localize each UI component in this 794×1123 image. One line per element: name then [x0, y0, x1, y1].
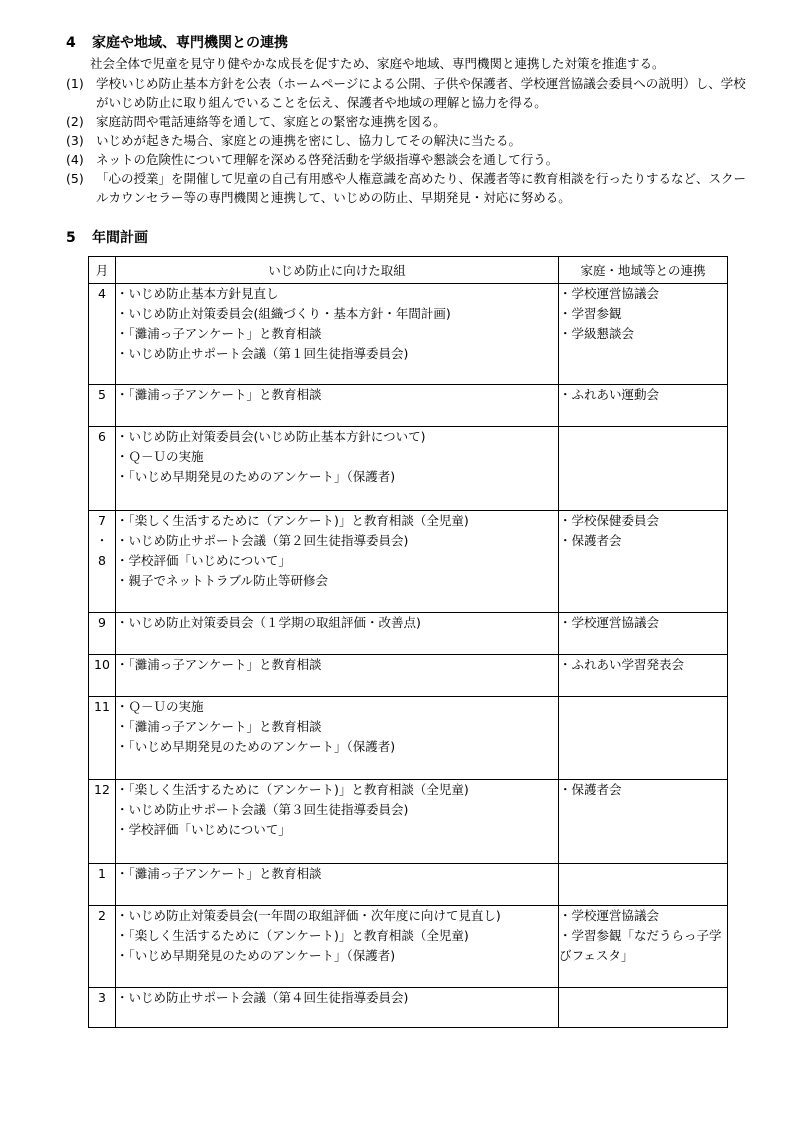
- activities-cell: [116, 511, 559, 613]
- month-label: 3: [98, 990, 106, 1005]
- month-label: 11: [94, 699, 110, 714]
- activities-cell: [116, 780, 559, 864]
- link-item: ・学校保健委員会: [559, 513, 660, 528]
- list-item: [66, 74, 756, 112]
- activity-item: ・いじめ防止対策委員会（１学期の取組評価・改善点): [116, 615, 421, 630]
- link-item: ・学習参観: [559, 306, 622, 321]
- month-label: ・: [95, 533, 109, 548]
- list-item: [66, 169, 756, 207]
- month-label: 1: [98, 866, 106, 881]
- table-row: [89, 780, 728, 864]
- table-row: [89, 988, 728, 1028]
- activities-cell: [116, 385, 559, 427]
- table-header-row: [89, 257, 728, 284]
- activity-item: ・「いじめ早期発見のためのアンケート」（保護者): [116, 948, 396, 963]
- links-cell: [559, 613, 728, 655]
- month-label: 8: [98, 553, 106, 568]
- month-label: 5: [98, 387, 106, 402]
- activity-item: ・Ｑ－Ｕの実施: [116, 449, 204, 464]
- activity-item: ・「灘浦っ子アンケート」と教育相談: [116, 866, 322, 881]
- activity-item: ・「灘浦っ子アンケート」と教育相談: [116, 719, 322, 734]
- header-links: 家庭・地域等との連携: [559, 257, 728, 284]
- section-5-number: 5: [66, 230, 76, 246]
- activities-cell: [116, 906, 559, 988]
- month-cell: [89, 906, 116, 988]
- activities-cell: [116, 864, 559, 906]
- activities-cell: [116, 427, 559, 511]
- list-item-marker: (4): [66, 152, 84, 167]
- activity-item: ・いじめ防止サポート会議（第４回生徒指導委員会): [116, 990, 409, 1005]
- links-cell: [559, 780, 728, 864]
- activity-item: ・いじめ防止基本方針見直し: [116, 286, 279, 301]
- section-4-intro-text: 社会全体で児童を見守り健やかな成長を促すため、家庭や地域、専門機関と連携した対策を推進する。: [90, 56, 665, 71]
- month-cell: [89, 385, 116, 427]
- table-body: [89, 284, 728, 1028]
- table-row: [89, 613, 728, 655]
- activity-item: ・いじめ防止サポート会議（第３回生徒指導委員会): [116, 802, 409, 817]
- month-cell: [89, 613, 116, 655]
- month-cell: [89, 864, 116, 906]
- link-item: ・学校運営協議会: [559, 615, 660, 630]
- header-month: 月: [89, 257, 116, 284]
- table-row: [89, 427, 728, 511]
- list-item-marker: (2): [66, 114, 84, 129]
- activity-item: ・「いじめ早期発見のためのアンケート」（保護者): [116, 469, 396, 484]
- table-row: [89, 511, 728, 613]
- month-label: 7: [98, 513, 106, 528]
- activities-cell: [116, 613, 559, 655]
- link-item: ・ふれあい運動会: [559, 387, 660, 402]
- activity-item: ・親子でネットトラブル防止等研修会: [116, 573, 329, 588]
- activity-item: ・学校評価「いじめについて」: [116, 553, 291, 568]
- list-item: [66, 131, 756, 150]
- table-row: [89, 697, 728, 780]
- section-4-number: 4: [66, 35, 76, 51]
- table-row: [89, 864, 728, 906]
- month-label: 2: [98, 908, 106, 923]
- list-item-text: 学校いじめ防止基本方針を公表（ホームページによる公開、子供や保護者、学校運営協議会委員への説明）し、学校がいじめ防止に取り組んでいることを伝え、保護者や地域の理解と協力を得る。: [96, 76, 746, 110]
- annual-plan-table: [88, 256, 728, 1028]
- month-label: 4: [98, 286, 106, 301]
- month-cell: [89, 780, 116, 864]
- activities-cell: [116, 988, 559, 1028]
- list-item-marker: (3): [66, 133, 84, 148]
- section-5-title: 年間計画: [92, 230, 148, 246]
- section-4-items: [66, 74, 756, 207]
- activity-item: ・「楽しく生活するために（アンケート)」と教育相談（全児童): [116, 928, 469, 943]
- month-label: 9: [98, 615, 106, 630]
- activities-cell: [116, 284, 559, 385]
- month-cell: [89, 511, 116, 613]
- link-item: ・学校運営協議会: [559, 908, 660, 923]
- activity-item: ・「灘浦っ子アンケート」と教育相談: [116, 326, 322, 341]
- activity-item: ・「楽しく生活するために（アンケート)」と教育相談（全児童): [116, 782, 469, 797]
- section-5-heading: [66, 228, 148, 248]
- activity-item: ・「楽しく生活するために（アンケート)」と教育相談（全児童): [116, 513, 469, 528]
- list-item-text: 家庭訪問や電話連絡等を通して、家庭との緊密な連携を図る。: [96, 114, 446, 129]
- activity-item: ・「いじめ早期発見のためのアンケート」（保護者): [116, 739, 396, 754]
- month-label: 10: [94, 657, 110, 672]
- list-item-marker: (5): [66, 171, 84, 186]
- month-label: 12: [94, 782, 110, 797]
- list-item-marker: (1): [66, 76, 84, 91]
- activities-cell: [116, 655, 559, 697]
- activity-item: ・いじめ防止対策委員会(一年間の取組評価・次年度に向けて見直し): [116, 908, 501, 923]
- links-cell: [559, 655, 728, 697]
- link-item: ・ふれあい学習発表会: [559, 657, 685, 672]
- links-cell: [559, 697, 728, 780]
- links-cell: [559, 988, 728, 1028]
- table-row: [89, 655, 728, 697]
- links-cell: [559, 427, 728, 511]
- activity-item: ・いじめ防止対策委員会(いじめ防止基本方針について): [116, 429, 426, 444]
- links-cell: [559, 511, 728, 613]
- list-item: [66, 112, 756, 131]
- activities-cell: [116, 697, 559, 780]
- list-item-text: 「心の授業」を開催して児童の自己有用感や人権意識を高めたり、保護者等に教育相談を行ったりするなど、スクールカウンセラー等の専門機関と連携して、いじめの防止、早期発見・対応に努める。: [96, 171, 747, 205]
- activity-item: ・いじめ防止対策委員会(組織づくり・基本方針・年間計画): [116, 306, 451, 321]
- activity-item: ・Ｑ－Ｕの実施: [116, 699, 204, 714]
- link-item: ・保護者会: [559, 782, 622, 797]
- link-item: ・学習参観「なだうらっ子学びフェスタ」: [559, 928, 722, 963]
- link-item: ・学級懇談会: [559, 326, 635, 341]
- section-4-title: 家庭や地域、専門機関との連携: [92, 35, 288, 51]
- list-item: [66, 150, 756, 169]
- links-cell: [559, 385, 728, 427]
- table-row: [89, 284, 728, 385]
- header-activities: いじめ防止に向けた取組: [116, 257, 559, 284]
- links-cell: [559, 284, 728, 385]
- links-cell: [559, 906, 728, 988]
- list-item-text: いじめが起きた場合、家庭との連携を密にし、協力してその解決に当たる。: [96, 133, 522, 148]
- activity-item: ・いじめ防止サポート会議（第１回生徒指導委員会): [116, 346, 409, 361]
- link-item: ・保護者会: [559, 533, 622, 548]
- month-cell: [89, 988, 116, 1028]
- section-4-heading: [66, 33, 288, 53]
- table-row: [89, 906, 728, 988]
- month-label: 6: [98, 429, 106, 444]
- month-cell: [89, 284, 116, 385]
- month-cell: [89, 427, 116, 511]
- links-cell: [559, 864, 728, 906]
- month-cell: [89, 655, 116, 697]
- activity-item: ・「灘浦っ子アンケート」と教育相談: [116, 657, 322, 672]
- section-4-intro: [66, 54, 756, 73]
- table-row: [89, 385, 728, 427]
- list-item-text: ネットの危険性について理解を深める啓発活動を学級指導や懇談会を通して行う。: [96, 152, 559, 167]
- month-cell: [89, 697, 116, 780]
- activity-item: ・学校評価「いじめについて」: [116, 822, 291, 837]
- activity-item: ・いじめ防止サポート会議（第２回生徒指導委員会): [116, 533, 409, 548]
- link-item: ・学校運営協議会: [559, 286, 660, 301]
- activity-item: ・「灘浦っ子アンケート」と教育相談: [116, 387, 322, 402]
